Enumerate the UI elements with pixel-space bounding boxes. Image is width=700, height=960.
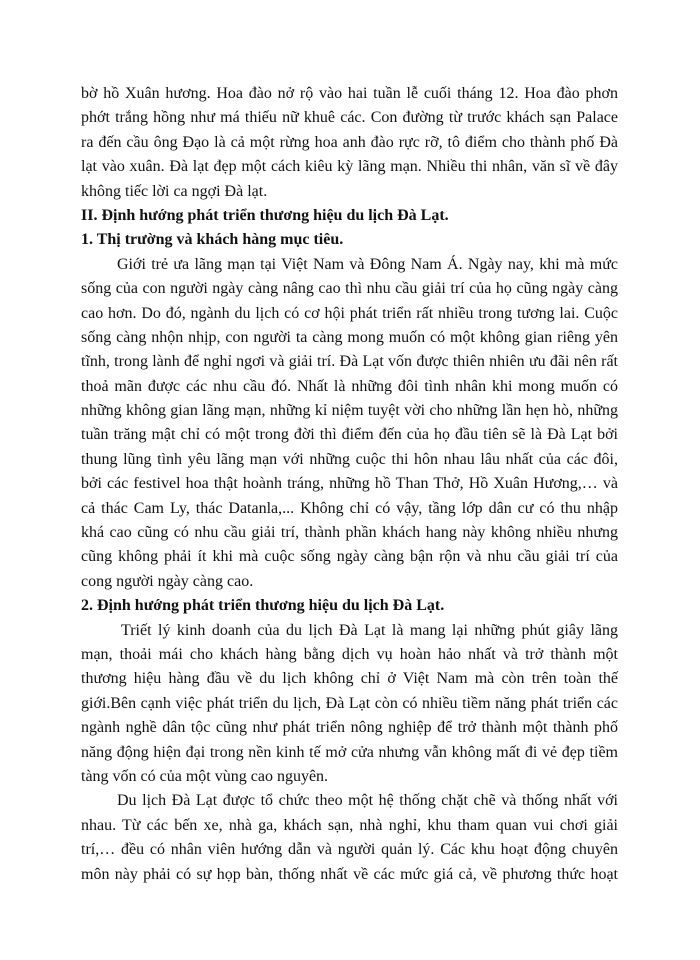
text-line: sống của con người ngày càng nâng cao thì nhu cầu giải trí của họ cũng ngày càng (81, 280, 618, 298)
text-line: ngành nghề dân tộc cũng như phát triển nông nghiệp để trở thành một thành phố (81, 719, 618, 737)
text-line: thương hiệu hàng đầu về du lịch không chỉ ở Việt Nam mà còn trên toàn thế (81, 670, 618, 688)
section-heading (81, 204, 618, 228)
text-line: ra đến cầu ông Đạo là cả một rừng hoa anh đào rực rỡ, tô điểm cho thành phố Đà (81, 133, 618, 151)
text-line: trí,… đều có nhân viên hướng dẫn và người quản lý. Các khu hoạt động chuyên (81, 841, 618, 859)
text-line: phớt trắng hồng như má thiếu nữ khuê các. Con đường từ trước khách sạn Palace (81, 109, 618, 127)
text-line: cao hơn. Do đó, ngành du lịch có cơ hội phát triển rất nhiều trong tương lai. Cuộc (81, 304, 618, 322)
text-line: cong người ngày càng cao. (81, 572, 254, 590)
heading-text: 1. Thị trường và khách hàng mục tiêu. (81, 231, 344, 249)
document-page (81, 82, 618, 887)
text-line: giới.Bên cạnh việc phát triển du lịch, Đà Lạt còn có nhiều tiềm năng phát triển các (81, 694, 618, 712)
text-line: thoả mãn được các nhu cầu đó. Nhất là những đôi tình nhân khi mong muốn có (81, 377, 618, 395)
text-line: nhau. Từ các bến xe, nhà ga, khách sạn, nhà nghỉ, khu tham quan vui chơi giải (81, 816, 618, 834)
text-line: khá cao cũng có nhu cầu giải trí, thành phần khách hang này không nhiều nhưng (81, 524, 618, 542)
text-line: lạt vào xuân. Đà lạt đẹp một cách kiêu kỳ lãng mạn. Nhiều thi nhân, văn sĩ về đây (81, 158, 618, 176)
text-line: tuần trăng mật chỉ có một trong đời thì điểm đến của họ đầu tiên sẽ là Đà Lạt bởi (81, 426, 618, 444)
text-line: bởi các festivel hoa thật hoành tráng, những hồ Than Thở, Hồ Xuân Hương,… và (81, 475, 618, 493)
text-line: Giới trẻ ưa lãng mạn tại Việt Nam và Đông Nam Á. Ngày nay, khi mà mức (117, 255, 618, 273)
text-line: mạn, thoải mái cho khách hàng bằng dịch vụ hoàn hảo nhất và trở thành một (81, 645, 618, 663)
text-line: năng động hiện đại trong nền kinh tế mở cửa nhưng vẫn không mất đi vẻ đẹp tiềm (81, 743, 618, 761)
text-line: cũng không phải ít khi mà cuộc sống ngày càng bận rộn và nhu cầu giải trí của (81, 548, 618, 566)
paragraph (81, 789, 618, 887)
text-line: sống càng nhộn nhịp, con người ta càng mong muốn có một không gian riêng yên (81, 328, 618, 346)
heading-text: 2. Định hướng phát triển thương hiệu du lịch Đà Lạt. (81, 597, 445, 615)
text-line: Triết lý kinh doanh của du lịch Đà Lạt là mang lại những phút giây lãng (121, 621, 618, 639)
text-line: bờ hồ Xuân hương. Hoa đào nở rộ vào hai tuần lễ cuối tháng 12. Hoa đào phơn (81, 85, 618, 102)
text-line: thung lũng tình yêu lãng mạn với những cuộc thi hôn nhau lâu nhất của các đôi, (81, 450, 618, 468)
section-heading (81, 594, 618, 618)
text-line: Du lịch Đà Lạt được tổ chức theo một hệ thống chặt chẽ và thống nhất với (117, 792, 618, 810)
text-line: tĩnh, trong lành để nghỉ ngơi và giải trí. Đà Lạt vốn được thiên nhiên ưu đãi nên rất (81, 353, 618, 371)
heading-text: II. Định hướng phát triển thương hiệu du lịch Đà Lạt. (81, 206, 449, 224)
text-line: không tiếc lời ca ngợi Đà lạt. (81, 182, 268, 200)
section-heading (81, 228, 618, 252)
paragraph (81, 619, 618, 790)
text-line: cả thác Cam Ly, thác Datanla,... Không chỉ có vậy, tầng lớp dân cư có thu nhập (81, 499, 618, 517)
text-line: những không gian lãng mạn, những kỉ niệm tuyệt vời cho những lần hẹn hò, những (81, 402, 618, 420)
text-line: tàng vốn có của một vùng cao nguyên. (81, 767, 329, 785)
paragraph (81, 82, 618, 204)
text-line: môn này phải có sự họp bàn, thống nhất về các mức giá cả, về phương thức hoạt (81, 865, 618, 883)
paragraph (81, 253, 618, 594)
